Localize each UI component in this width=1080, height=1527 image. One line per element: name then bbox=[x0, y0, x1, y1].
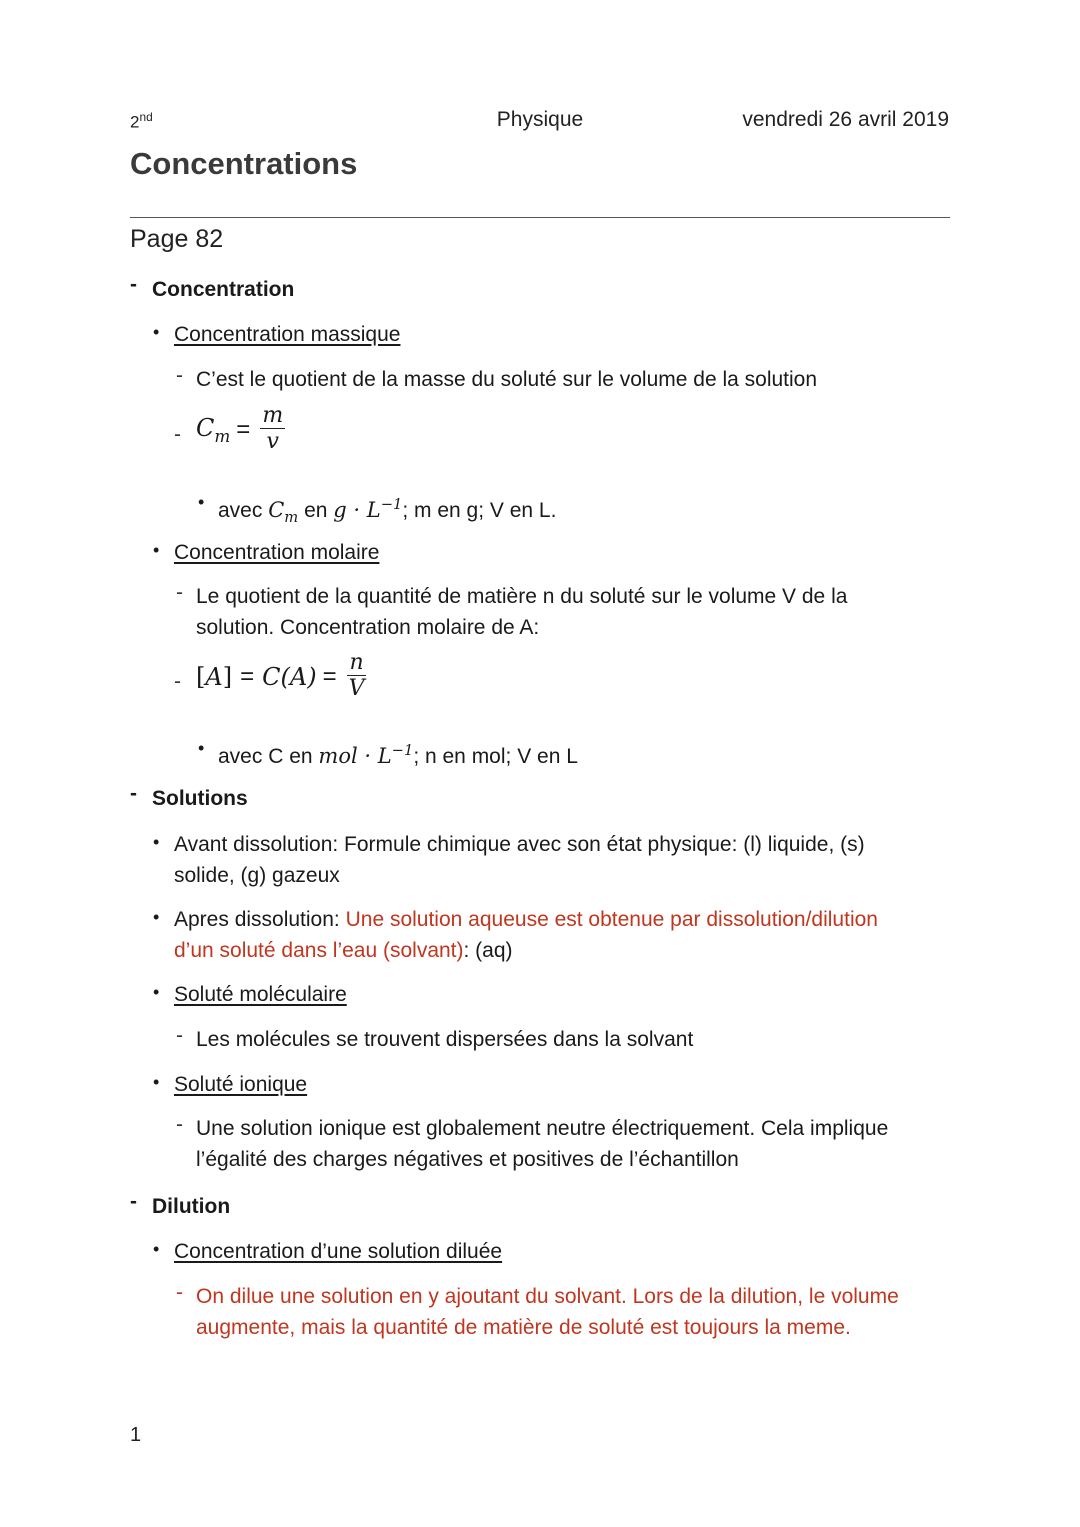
bullet-dot: • bbox=[153, 1239, 160, 1259]
title-divider bbox=[130, 217, 950, 218]
bullet-dot: • bbox=[198, 738, 205, 758]
definition-text: Le quotient de la quantité de matière n du soluté sur le volume V de la bbox=[196, 585, 848, 608]
subheading-solute-moleculaire: Soluté moléculaire bbox=[174, 983, 347, 1006]
formula-molaire: [A] = C(A) = $\frac{n}{V}$ bbox=[196, 650, 365, 701]
bullet-dot: • bbox=[153, 322, 160, 342]
definition-text: augmente, mais la quantité de matière de soluté est toujours la meme. bbox=[196, 1316, 851, 1339]
section-dash: - bbox=[130, 1190, 137, 1213]
avant-dissolution-text: solide, (g) gazeux bbox=[174, 864, 340, 887]
definition-text: Les molécules se trouvent dispersées dans la solvant bbox=[196, 1028, 694, 1051]
list-dash: - bbox=[174, 670, 181, 693]
bullet-dot: • bbox=[153, 982, 160, 1002]
definition-text: Une solution ionique est globalement neutre électriquement. Cela implique bbox=[196, 1117, 889, 1140]
subheading-concentration-massique: Concentration massique bbox=[174, 323, 401, 346]
definition-text: l’égalité des charges négatives et positives de l’échantillon bbox=[196, 1148, 739, 1171]
list-dash: - bbox=[176, 1113, 183, 1136]
list-dash: - bbox=[174, 423, 181, 446]
units-cm: avec $C_m$ en $g \cdot L^{-1}$; m en g; V en L. bbox=[218, 496, 557, 527]
apres-dissolution-text: Apres dissolution: Une solution aqueuse est obtenue par dissolution/dilution bbox=[174, 908, 878, 931]
formula-cm: $C_m$ = $\frac{m}{v}$ bbox=[196, 403, 284, 454]
bullet-dot: • bbox=[153, 540, 160, 560]
page-title: Concentrations bbox=[130, 146, 358, 181]
section-heading-solutions: Solutions bbox=[152, 787, 248, 810]
bullet-dot: • bbox=[153, 832, 160, 852]
subheading-solution-diluee: Concentration d’une solution diluée bbox=[174, 1240, 503, 1263]
bullet-dot: • bbox=[198, 492, 205, 512]
list-dash: - bbox=[176, 581, 183, 604]
definition-text: C’est le quotient de la masse du soluté sur le volume de la solution bbox=[196, 368, 818, 391]
avant-dissolution-text: Avant dissolution: Formule chimique avec son état physique: (l) liquide, (s) bbox=[174, 833, 865, 856]
definition-text: On dilue une solution en y ajoutant du solvant. Lors de la dilution, le volume bbox=[196, 1285, 899, 1308]
header-subject: Physique bbox=[496, 108, 584, 131]
list-dash: - bbox=[176, 1024, 183, 1047]
section-dash: - bbox=[130, 273, 137, 296]
units-molaire: avec C en mol · $L^{-1}$; n en mol; V en L bbox=[218, 742, 578, 768]
apres-dissolution-text: d’un soluté dans l’eau (solvant): (aq) bbox=[174, 939, 513, 962]
section-heading-dilution: Dilution bbox=[152, 1195, 231, 1218]
subheading-solute-ionique: Soluté ionique bbox=[174, 1073, 308, 1096]
header-level: 2nd bbox=[130, 110, 153, 132]
header-date: vendredi 26 avril 2019 bbox=[742, 108, 949, 131]
definition-text: solution. Concentration molaire de A: bbox=[196, 616, 540, 639]
list-dash: - bbox=[176, 364, 183, 387]
subheading-concentration-molaire: Concentration molaire bbox=[174, 541, 380, 564]
section-heading-concentration: Concentration bbox=[152, 278, 295, 301]
page-number: 1 bbox=[130, 1424, 142, 1446]
list-dash: - bbox=[176, 1281, 183, 1304]
bullet-dot: • bbox=[153, 907, 160, 927]
bullet-dot: • bbox=[153, 1072, 160, 1092]
section-dash: - bbox=[130, 782, 137, 805]
page-reference: Page 82 bbox=[130, 225, 224, 253]
